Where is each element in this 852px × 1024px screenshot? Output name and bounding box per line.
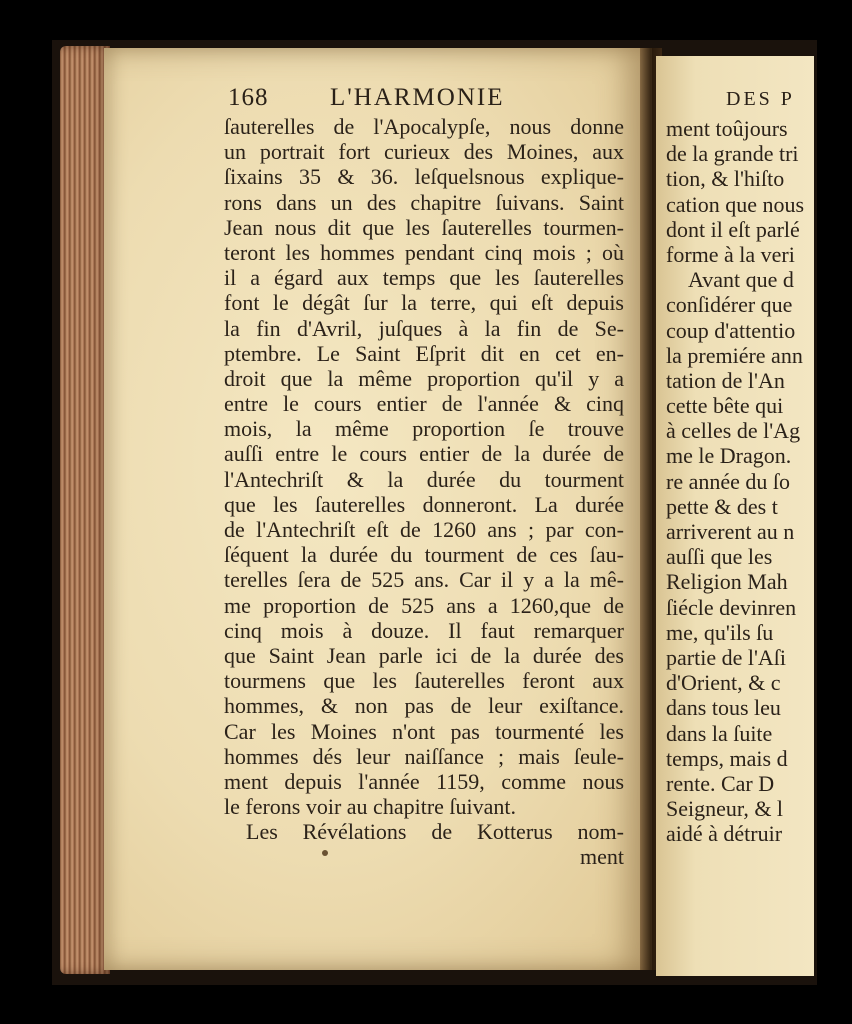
text-line: dont il eſt parlé (666, 216, 800, 242)
page-number: 168 (228, 84, 269, 111)
text-line: auſſi entre le cours entier de la durée de (224, 441, 624, 467)
text-line: tourmens que les ſauterelles feront aux (224, 668, 624, 694)
right-page-text (666, 116, 814, 846)
text-line: le ferons voir au chapitre ſuivant. (224, 794, 517, 820)
text-line: font le dégât ſur la terre, qui eſt depuis (224, 290, 624, 316)
text-line: droit que la même proportion qu'il y a (224, 365, 624, 391)
catchword: ment (580, 844, 624, 870)
text-line: hommes dés leur naiſſance ; mais ſeule- (224, 743, 624, 769)
right-running-head: DES P (726, 88, 795, 110)
text-line: re année du ſo (666, 468, 790, 494)
right-page (656, 56, 814, 976)
text-line: Les Révélations de Kotterus nom- (246, 819, 624, 845)
text-line: me le Dragon. (666, 443, 792, 469)
text-line: tion, & l'hiſto (666, 166, 785, 192)
text-line: un portrait fort curieux des Moines, aux (224, 139, 624, 165)
page-edges (60, 46, 110, 974)
text-line: Avant que d (688, 267, 794, 293)
text-line: Jean nous dit que les ſauterelles tourmen- (224, 214, 624, 240)
text-line: cinq mois à douze. Il faut remarquer (224, 617, 624, 643)
text-line: partie de l'Aſi (666, 644, 787, 670)
text-line: dans la ſuite (666, 720, 773, 746)
text-line: tation de l'An (666, 367, 785, 393)
text-line: Car les Moines n'ont pas tourmenté les (224, 718, 624, 744)
text-line: auſſi que les (666, 544, 773, 570)
text-line: ſiécle devinren (666, 594, 797, 620)
text-line: de la grande tri (666, 141, 799, 167)
text-line: ment toûjours (666, 116, 788, 141)
text-line: ſixains 35 & 36. leſquelsnous explique- (224, 164, 624, 190)
text-line: conſidérer que (666, 292, 793, 318)
text-line: cation que nous (666, 191, 805, 217)
text-line: ptembre. Le Saint Eſprit dit en cet en- (224, 340, 624, 366)
text-line: il a égard aux temps que les ſauterelles (224, 265, 624, 291)
text-line: que les ſauterelles donneront. La durée (224, 491, 624, 517)
text-line: terelles ſera de 525 ans. Car il y a la mê- (224, 567, 624, 593)
text-line: forme à la veri (666, 241, 795, 267)
text-line: me proportion de 525 ans a 1260,que de (224, 592, 624, 618)
text-line: pette & des t (666, 493, 778, 519)
text-line: de l'Antechriſt eſt de 1260 ans ; par con- (224, 517, 624, 542)
text-line: à celles de l'Ag (666, 418, 801, 444)
text-line: temps, mais d (666, 745, 788, 771)
text-line: me, qu'ils ſu (666, 619, 774, 645)
text-line: entre le cours entier de l'année & cinq (224, 391, 624, 417)
text-line: coup d'attentio (666, 317, 796, 343)
ink-dot (322, 850, 328, 856)
text-line: Religion Mah (666, 569, 788, 595)
text-line: ment depuis l'année 1159, comme nous (224, 768, 624, 794)
text-line: cette bête qui (666, 393, 784, 419)
text-line: ſéquent la durée du tourment de ces ſau- (224, 542, 624, 568)
text-line: l'Antechriſt & la durée du tourment (224, 466, 624, 492)
text-line: dans tous leu (666, 695, 781, 721)
text-line: rons dans un des chapitre ſuivans. Saint (224, 189, 624, 215)
text-line: hommes, & non pas de leur exiſtance. (224, 693, 624, 719)
text-line: arriverent au n (666, 519, 795, 544)
text-line: que Saint Jean parle ici de la durée des (224, 642, 624, 668)
text-line: aidé à détruir (666, 821, 783, 847)
text-line: la fin d'Avril, juſques à la fin de Se- (224, 315, 624, 341)
running-head: L'HARMONIE (330, 84, 505, 111)
text-line: Seigneur, & l (666, 796, 784, 822)
text-line: d'Orient, & c (666, 670, 781, 696)
text-line: ſauterelles de l'Apocalypſe, nous donne (224, 114, 624, 139)
text-line: la premiére ann (666, 342, 803, 368)
left-page-text (224, 114, 624, 870)
text-line: teront les hommes pendant cinq mois ; où (224, 239, 624, 265)
text-line: mois, la même proportion ſe trouve (224, 416, 624, 442)
text-line: rente. Car D (666, 770, 775, 796)
